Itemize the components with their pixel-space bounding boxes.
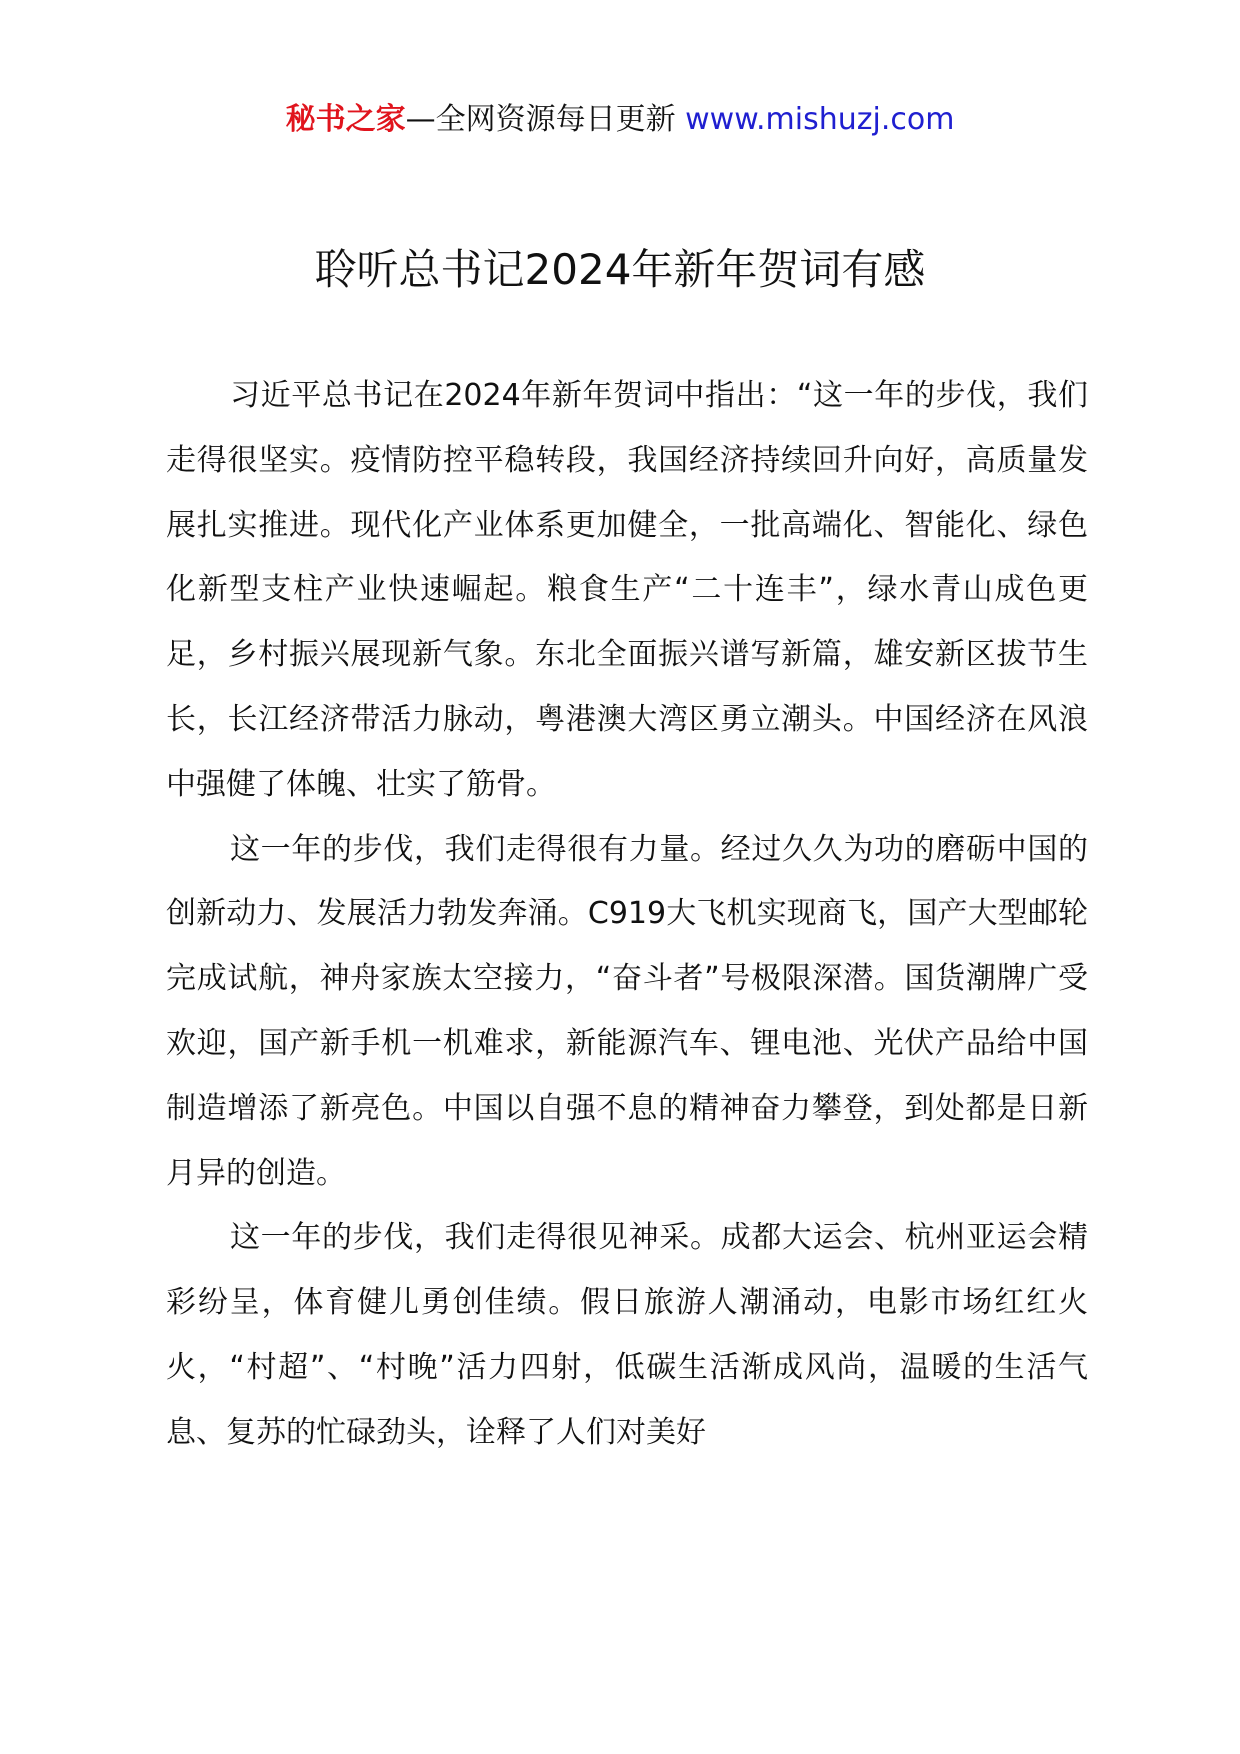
site-header [0,100,1240,140]
document-title: 聆听总书记2024年新年贺词有感 [314,245,926,294]
paragraph: 习近平总书记在2024年新年贺词中指出：“这一年的步伐，我们走得很坚实。疫情防控平稳转段，我国经济持续回升向好，高质量发展扎实推进。现代化产业体系更加健全，一批高端化、智能化、绿色化新型支柱产业快速崛起。粮食生产“二十连丰”，绿水青山成色更足，乡村振兴展现新气象。东北全面振兴谱写新篇，雄安新区拔节生长，长江经济带活力脉动，粤港澳大湾区勇立潮头。中国经济在风浪中强健了体魄、壮实了筋骨。 [166,378,1088,802]
header-tagline: —全网资源每日更新 [405,102,676,137]
brand-name: 秘书之家 [285,102,406,137]
site-url[interactable]: www.mishuzj.com [685,102,955,137]
paragraph: 这一年的步伐，我们走得很见神采。成都大运会、杭州亚运会精彩纷呈，体育健儿勇创佳绩。假日旅游人潮涌动，电影市场红红火火，“村超”、“村晚”活力四射，低碳生活渐成风尚，温暖的生活气息、复苏的忙碌劲头，诠释了人们对美好 [166,1220,1088,1450]
paragraph: 这一年的步伐，我们走得很有力量。经过久久为功的磨砺中国的创新动力、发展活力勃发奔涌。C919大飞机实现商飞，国产大型邮轮完成试航，神舟家族太空接力，“奋斗者”号极限深潜。国货潮牌广受欢迎，国产新手机一机难求，新能源汽车、锂电池、光伏产品给中国制造增添了新亮色。中国以自强不息的精神奋力攀登，到处都是日新月异的创造。 [166,831,1088,1191]
document-body [166,364,1088,1466]
